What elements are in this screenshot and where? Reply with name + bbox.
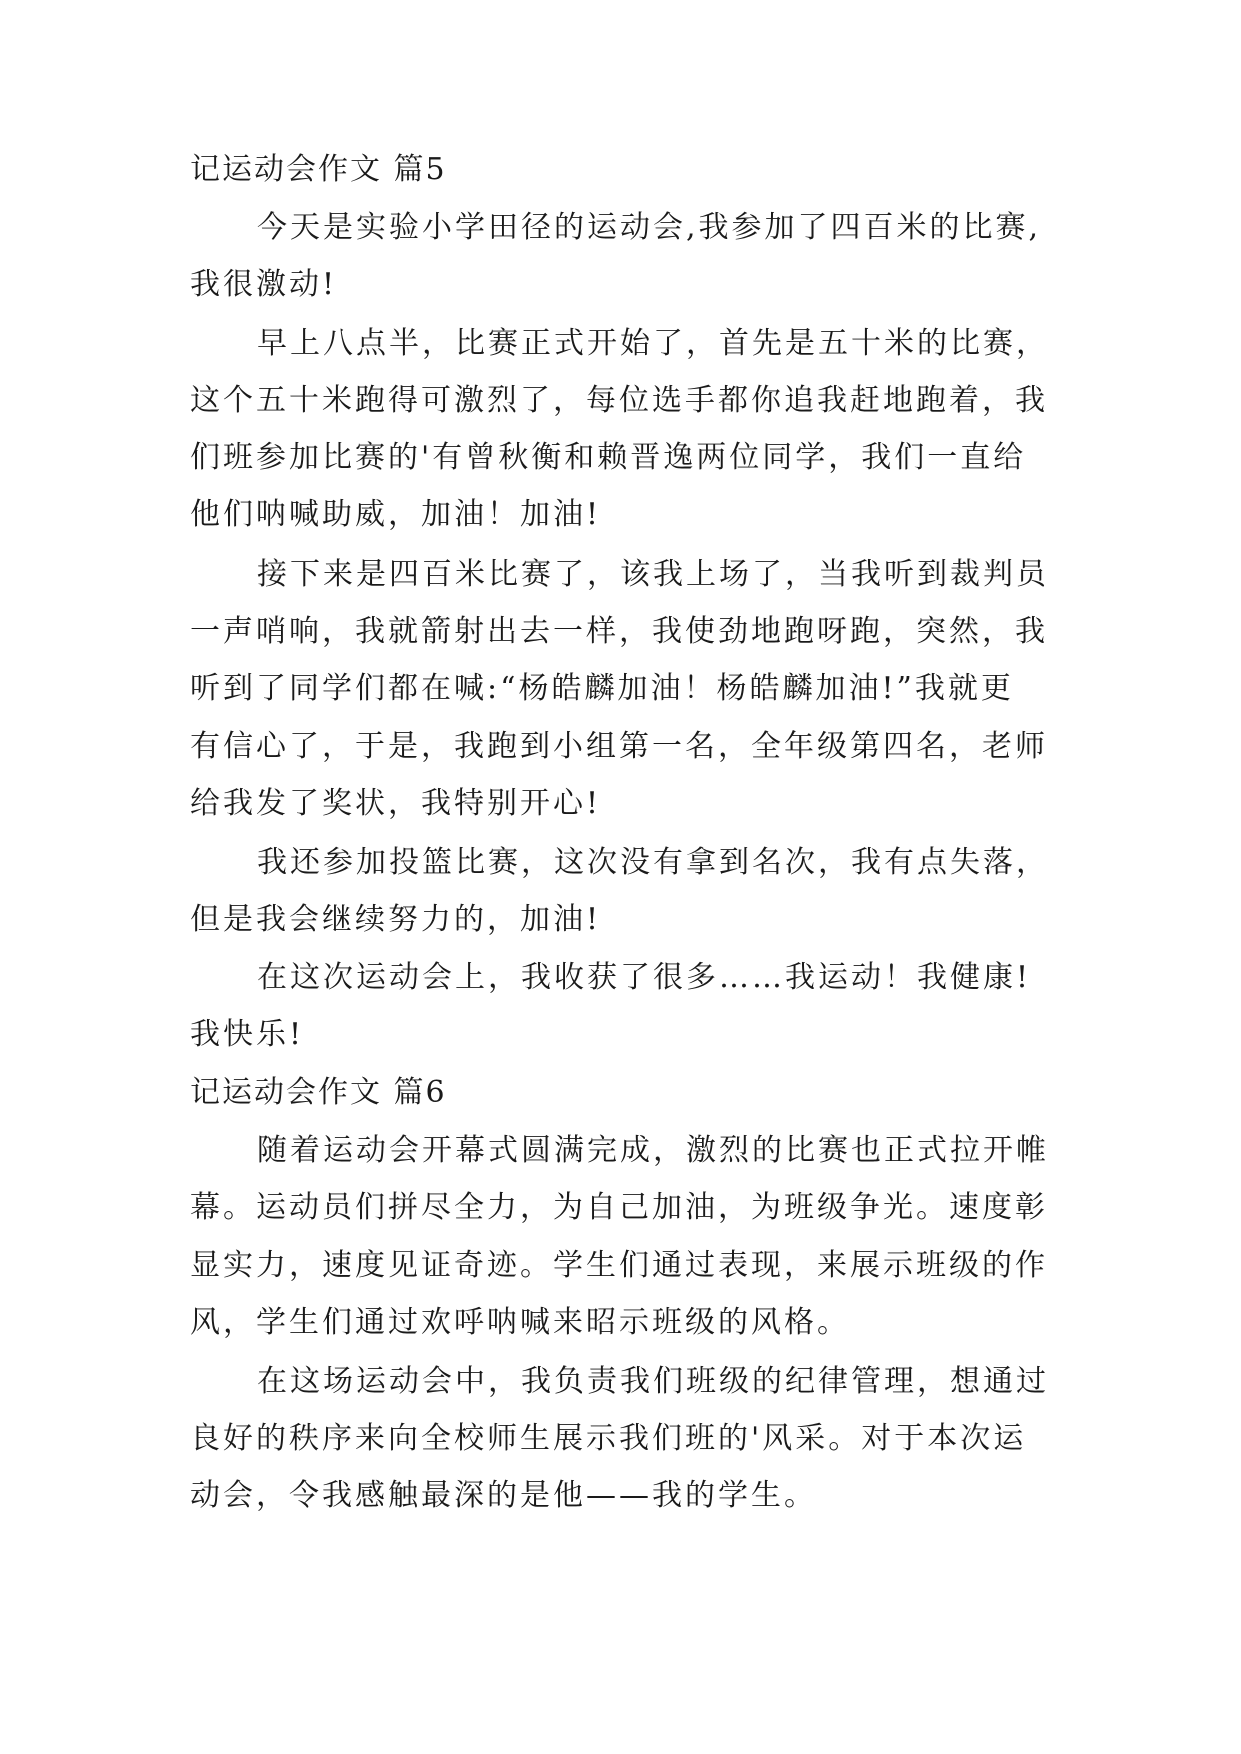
paragraph-line: 这个五十米跑得可激烈了，每位选手都你追我赶地跑着，我: [190, 383, 1048, 418]
paragraph-line: 给我发了奖状，我特别开心!: [190, 786, 602, 821]
paragraph-line: 在这场运动会中，我负责我们班级的纪律管理，想通过: [257, 1364, 1049, 1399]
paragraph-line: 动会，令我感触最深的是他——我的学生。: [190, 1478, 817, 1513]
paragraph-line: 随着运动会开幕式圆满完成，激烈的比赛也正式拉开帷: [257, 1133, 1049, 1168]
paragraph-line: 但是我会继续努力的，加油!: [190, 902, 602, 937]
paragraph-line: 显实力，速度见证奇迹。学生们通过表现，来展示班级的作: [190, 1248, 1048, 1283]
paragraph-line: 在这次运动会上，我收获了很多……我运动！我健康!: [257, 960, 1032, 995]
paragraph-line: 我很激动!: [190, 267, 338, 302]
paragraph-line: 良好的秩序来向全校师生展示我们班的'风采。对于本次运: [190, 1421, 1027, 1456]
section-heading: 记运动会作文 篇5: [190, 152, 447, 187]
paragraph-line: 早上八点半，比赛正式开始了，首先是五十米的比赛，: [257, 326, 1049, 361]
paragraph-line: 我快乐!: [190, 1017, 305, 1052]
section-heading: 记运动会作文 篇6: [190, 1075, 447, 1110]
paragraph-line: 听到了同学们都在喊:“杨皓麟加油！杨皓麟加油!”我就更: [190, 671, 1014, 706]
paragraph-line: 一声哨响，我就箭射出去一样，我使劲地跑呀跑，突然，我: [190, 614, 1048, 649]
paragraph-line: 今天是实验小学田径的运动会,我参加了四百米的比赛,: [257, 210, 1042, 245]
paragraph-line: 我还参加投篮比赛，这次没有拿到名次，我有点失落，: [257, 845, 1049, 880]
paragraph-line: 风，学生们通过欢呼呐喊来昭示班级的风格。: [190, 1305, 850, 1340]
paragraph-line: 幕。运动员们拼尽全力，为自己加油，为班级争光。速度彰: [190, 1190, 1048, 1225]
paragraph-line: 他们呐喊助威，加油！加油!: [190, 497, 602, 532]
paragraph-line: 接下来是四百米比赛了，该我上场了，当我听到裁判员: [257, 557, 1049, 592]
paragraph-line: 们班参加比赛的'有曾秋衡和赖晋逸两位同学，我们一直给: [190, 440, 1027, 475]
paragraph-line: 有信心了，于是，我跑到小组第一名，全年级第四名，老师: [190, 729, 1048, 764]
